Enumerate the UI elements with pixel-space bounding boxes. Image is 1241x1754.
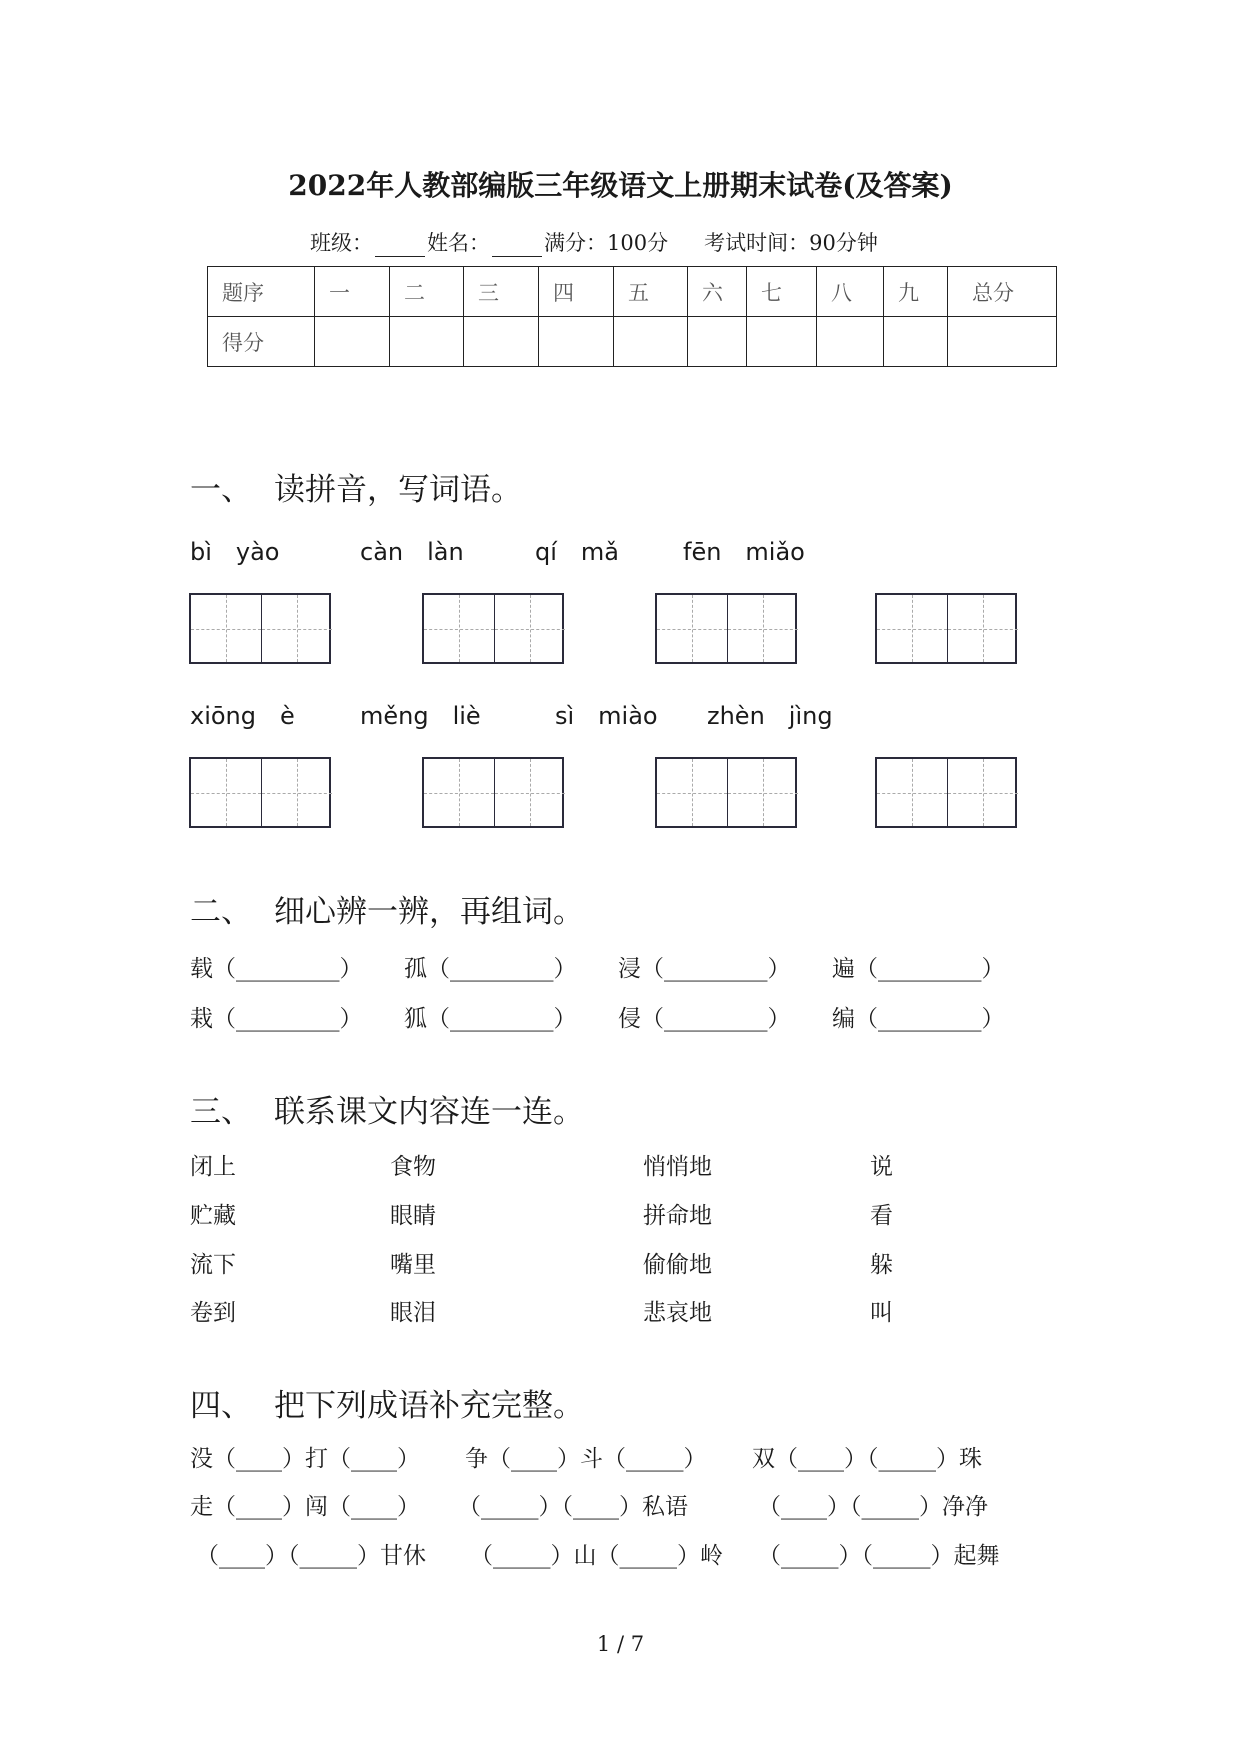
section-number: 四、	[190, 1388, 252, 1424]
class-label: 班级：	[310, 231, 373, 255]
score-cell[interactable]	[747, 317, 817, 367]
name-label: 姓名：	[427, 231, 490, 255]
match-item[interactable]: 卷到	[190, 1300, 236, 1326]
idiom-item[interactable]: 没（____）打（____）	[190, 1446, 420, 1472]
match-item[interactable]: 悲哀地	[643, 1300, 712, 1326]
score-header-cell: 四	[539, 267, 614, 317]
match-item[interactable]: 悄悄地	[643, 1154, 712, 1180]
pinyin-label: qí mǎ	[535, 538, 619, 566]
idiom-item[interactable]: （_____）（_____）起舞	[758, 1543, 1000, 1569]
word-group-item[interactable]: 狐（_________）	[404, 1006, 577, 1032]
score-cell[interactable]	[948, 317, 1057, 367]
score-header-cell: 三	[464, 267, 539, 317]
name-blank[interactable]	[492, 236, 542, 257]
score-table-header-row	[208, 267, 1057, 317]
match-item[interactable]: 拼命地	[643, 1203, 712, 1229]
match-item[interactable]: 闭上	[190, 1154, 236, 1180]
match-item[interactable]: 眼泪	[390, 1300, 436, 1326]
writing-grid[interactable]	[422, 757, 564, 828]
section-title: 读拼音，写词语。	[274, 472, 522, 508]
idiom-item[interactable]: 争（____）斗（_____）	[465, 1446, 707, 1472]
section-3-heading	[190, 1086, 584, 1131]
match-item[interactable]: 贮藏	[190, 1203, 236, 1229]
writing-grid[interactable]	[875, 593, 1017, 664]
section-title: 把下列成语补充完整。	[274, 1388, 584, 1424]
pinyin-label: zhèn jìng	[707, 702, 833, 730]
match-item[interactable]: 躲	[870, 1252, 893, 1278]
idiom-item[interactable]: （____）（_____）甘休	[196, 1543, 426, 1569]
score-cell[interactable]	[464, 317, 539, 367]
section-number: 三、	[190, 1094, 252, 1130]
pinyin-label: bì yào	[190, 538, 280, 566]
idiom-item[interactable]: 走（____）闯（____）	[190, 1494, 420, 1520]
word-group-item[interactable]: 浸（_________）	[618, 956, 791, 982]
score-cell[interactable]	[614, 317, 688, 367]
page-title: 2022年人教部编版三年级语文上册期末试卷(及答案)	[288, 169, 953, 202]
score-header-cell: 一	[315, 267, 390, 317]
score-header-cell: 七	[747, 267, 817, 317]
score-cell[interactable]	[390, 317, 464, 367]
pinyin-label: xiōng è	[190, 702, 295, 730]
section-2-heading	[190, 886, 584, 931]
section-1-heading	[190, 464, 522, 509]
score-header-cell: 总分	[948, 267, 1057, 317]
pinyin-label: měng liè	[360, 702, 481, 730]
writing-grid[interactable]	[655, 757, 797, 828]
score-header-cell: 九	[884, 267, 948, 317]
score-header-cell: 六	[688, 267, 747, 317]
idiom-item[interactable]: 双（____）（_____）珠	[752, 1446, 982, 1472]
section-title: 联系课文内容连一连。	[274, 1094, 584, 1130]
pinyin-label: fēn miǎo	[683, 538, 805, 566]
match-item[interactable]: 嘴里	[390, 1252, 436, 1278]
word-group-item[interactable]: 孤（_________）	[404, 956, 577, 982]
match-item[interactable]: 流下	[190, 1252, 236, 1278]
score-cell[interactable]	[817, 317, 884, 367]
full-score: 满分：100分	[544, 231, 669, 255]
match-item[interactable]: 看	[870, 1203, 893, 1229]
word-group-item[interactable]: 载（_________）	[190, 956, 363, 982]
word-group-item[interactable]: 编（_________）	[832, 1006, 1005, 1032]
section-number: 二、	[190, 894, 252, 930]
section-title: 细心辨一辨，再组词。	[274, 894, 584, 930]
score-header-cell: 二	[390, 267, 464, 317]
score-cell[interactable]	[688, 317, 747, 367]
score-row-label: 得分	[208, 317, 315, 367]
idiom-item[interactable]: （_____）（____）私语	[458, 1494, 688, 1520]
match-item[interactable]: 偷偷地	[643, 1252, 712, 1278]
word-group-item[interactable]: 栽（_________）	[190, 1006, 363, 1032]
exam-info	[310, 227, 878, 257]
page-number: 1 / 7	[596, 1632, 645, 1656]
section-number: 一、	[190, 472, 252, 508]
score-header-cell: 题序	[208, 267, 315, 317]
match-item[interactable]: 叫	[870, 1300, 893, 1326]
word-group-item[interactable]: 侵（_________）	[618, 1006, 791, 1032]
writing-grid[interactable]	[189, 593, 331, 664]
score-header-cell: 五	[614, 267, 688, 317]
match-item[interactable]: 眼睛	[390, 1203, 436, 1229]
score-table	[207, 266, 1057, 367]
idiom-item[interactable]: （____）（_____）净净	[758, 1494, 988, 1520]
class-blank[interactable]	[375, 236, 425, 257]
writing-grid[interactable]	[422, 593, 564, 664]
match-item[interactable]: 食物	[390, 1154, 436, 1180]
pinyin-label: càn làn	[360, 538, 464, 566]
score-cell[interactable]	[539, 317, 614, 367]
score-header-cell: 八	[817, 267, 884, 317]
pinyin-label: sì miào	[555, 702, 658, 730]
match-item[interactable]: 说	[870, 1154, 893, 1180]
score-table-score-row	[208, 317, 1057, 367]
word-group-item[interactable]: 遍（_________）	[832, 956, 1005, 982]
score-cell[interactable]	[884, 317, 948, 367]
exam-time: 考试时间：90分钟	[704, 231, 878, 255]
idiom-item[interactable]: （_____）山（_____）岭	[470, 1543, 723, 1569]
writing-grid[interactable]	[189, 757, 331, 828]
section-4-heading	[190, 1380, 584, 1425]
writing-grid[interactable]	[655, 593, 797, 664]
score-cell[interactable]	[315, 317, 390, 367]
writing-grid[interactable]	[875, 757, 1017, 828]
